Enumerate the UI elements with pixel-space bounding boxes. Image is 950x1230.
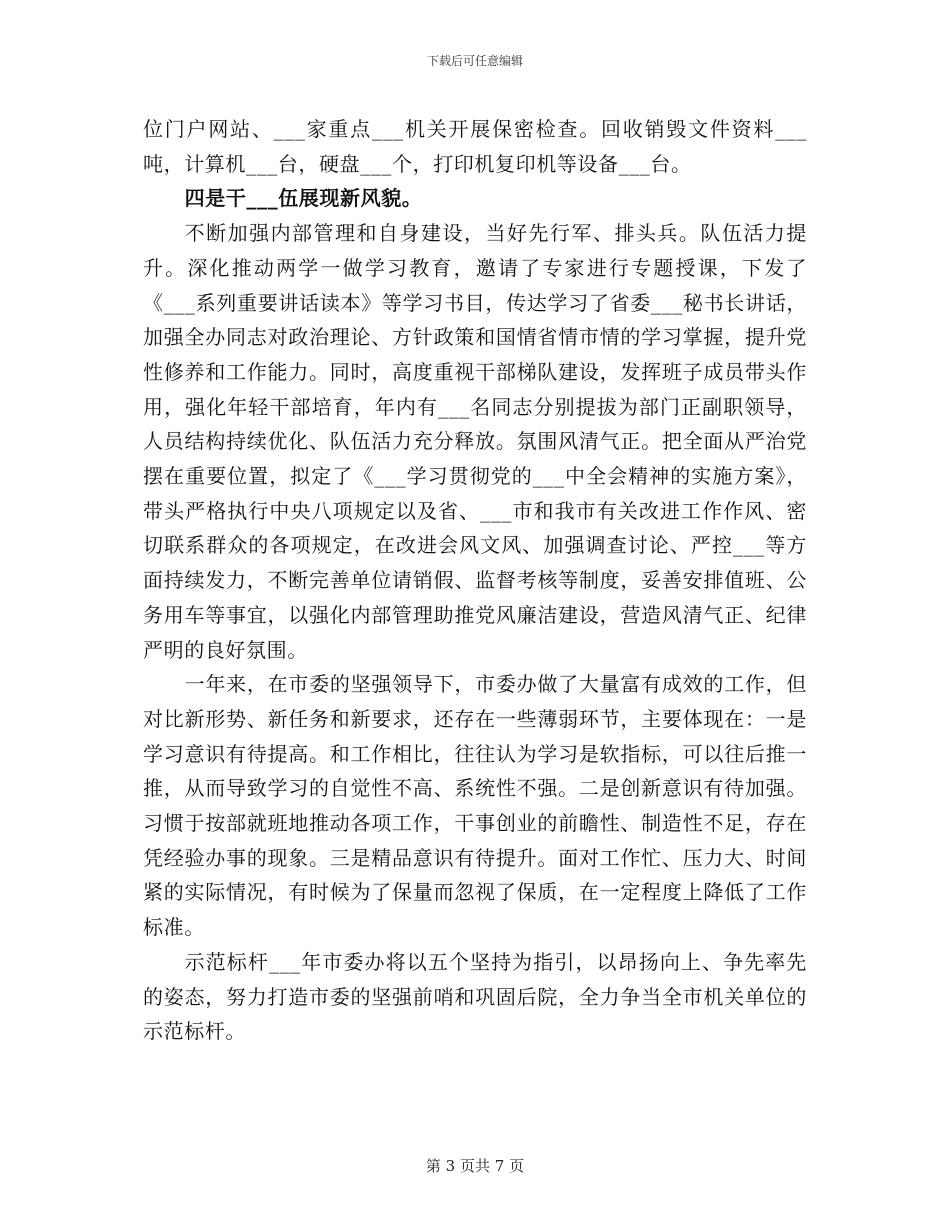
document-body <box>143 112 807 1049</box>
section-heading: 四是干___伍展现新风貌。 <box>184 186 423 211</box>
paragraph-continuation: 位门户网站、___家重点___机关开展保密检查。回收销毁文件资料___吨，计算机___台，硬盘___个，打印机复印机等设备___台。 <box>143 117 807 176</box>
paragraph-benchmark: 示范标杆___年市委办将以五个坚持为指引，以昂扬向上、争先率先的姿态，努力打造市委的坚强前哨和巩固后院，全力争当全市机关单位的示范标杆。 <box>143 949 807 1044</box>
page-header: 下载后可任意编辑 <box>426 54 523 68</box>
page-footer: 第 3 页共 7 页 <box>425 1157 525 1175</box>
paragraph-team-building: 不断加强内部管理和自身建设，当好先行军、排头兵。队伍活力提升。深化推动两学一做学习教育，邀请了专家进行专题授课，下发了《___系列重要讲话读本》等学习书目，传达学习了省委___秘书长讲话，加强全办同志对政治理论、方针政策和国情省情市情的学习掌握，提升党性修养和工作能力。同时，高度重视干部梯队建设，发挥班子成员带头作用，强化年轻干部培育，年内有___名同志分别提拔为部门正副职领导，人员结构持续优化、队伍活力充分释放。氛围风清气正。把全面从严治党摆在重要位置，拟定了《___学习贯彻党的___中全会精神的实施方案》，带头严格执行中央八项规定以及省、___市和我市有关改进工作作风、密切联系群众的各项规定，在改进会风文风、加强调查讨论、严控___等方面持续发力，不断完善单位请销假、监督考核等制度，妥善安排值班、公务用车等事宜，以强化内部管理助推党风廉洁建设，营造风清气正、纪律严明的良好氛围。 <box>143 221 807 662</box>
paragraph-shortcomings: 一年来，在市委的坚强领导下，市委办做了大量富有成效的工作，但对比新形势、新任务和新要求，还存在一些薄弱环节，主要体现在：一是学习意识有待提高。和工作相比，往往认为学习是软指标，可以往后推一推，从而导致学习的自觉性不高、系统性不强。二是创新意识有待加强。习惯于按部就班地推动各项工作，干事创业的前瞻性、制造性不足，存在凭经验办事的现象。三是精品意识有待提升。面对工作忙、压力大、时间紧的实际情况，有时候为了保量而忽视了保质，在一定程度上降低了工作标准。 <box>143 672 807 940</box>
